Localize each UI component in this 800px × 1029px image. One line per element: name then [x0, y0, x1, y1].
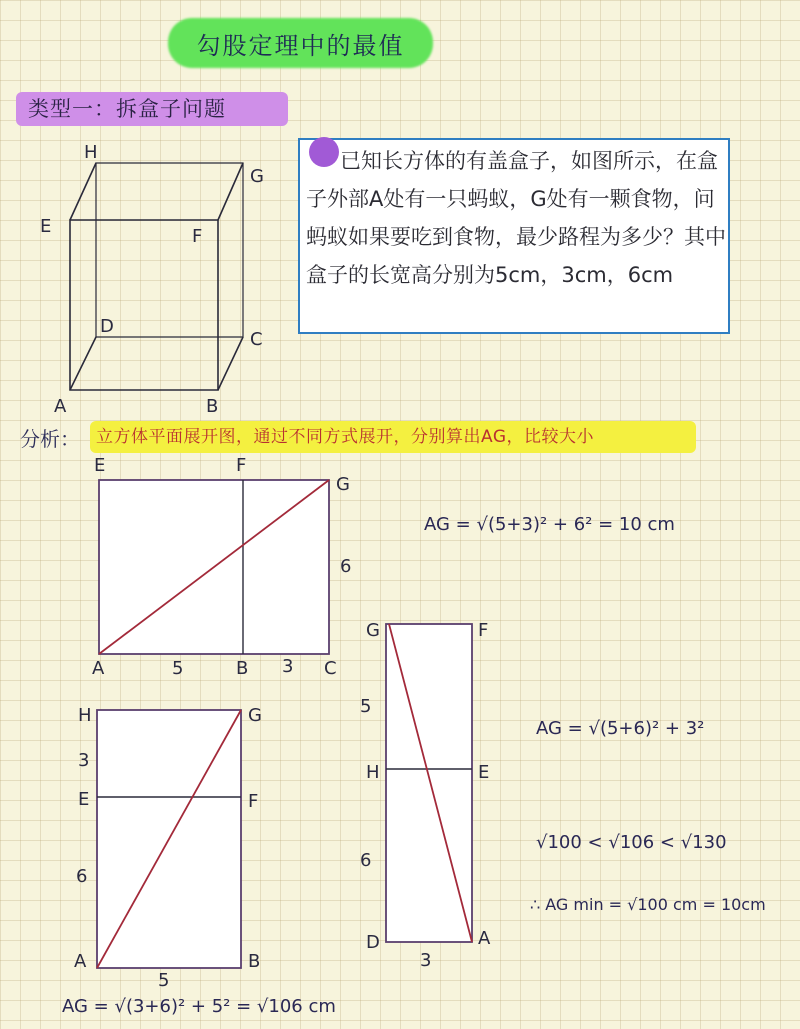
- net2-label-g: G: [248, 705, 262, 726]
- net2-label-h: H: [78, 705, 92, 726]
- box-label-g: G: [250, 166, 264, 187]
- net3-label-f: F: [478, 620, 489, 641]
- comparison-formula: √100 < √106 < √130: [536, 832, 727, 853]
- conclusion-formula: ∴ AG min = √100 cm = 10cm: [530, 895, 766, 914]
- net3-dim-hd: 6: [360, 850, 372, 871]
- net1-label-b: B: [236, 658, 249, 679]
- net1-label-e: E: [94, 455, 106, 476]
- net1-dim-ab: 5: [172, 658, 184, 679]
- type-title: 类型一：拆盒子问题: [28, 97, 226, 121]
- net2-diagram: [97, 710, 241, 968]
- net3-label-g: G: [366, 620, 380, 641]
- net2-dim-ab: 5: [158, 970, 170, 991]
- page-title: 勾股定理中的最值: [196, 31, 405, 60]
- net1-label-c: C: [324, 658, 337, 679]
- net3-label-h: H: [366, 762, 380, 783]
- analysis-label: 分析：: [20, 427, 80, 451]
- net3-dim-gh: 5: [360, 696, 372, 717]
- net3-dim-da: 3: [420, 950, 432, 971]
- net1-label-a: A: [92, 658, 105, 679]
- net2-label-f: F: [248, 791, 259, 812]
- net1-dim-height: 6: [340, 556, 352, 577]
- net3-diagram: [386, 624, 472, 942]
- net1-label-g: G: [336, 474, 350, 495]
- net2-label-e: E: [78, 789, 90, 810]
- net1-formula: AG = √(5+3)² + 6² = 10 cm: [424, 514, 675, 535]
- box-label-h: H: [84, 142, 98, 163]
- net3-label-a: A: [478, 928, 491, 949]
- net1-diagram: [99, 480, 329, 654]
- net1-dim-bc: 3: [282, 656, 294, 677]
- box-label-d: D: [100, 316, 114, 337]
- box-3d-diagram: [70, 163, 243, 390]
- box-label-b: B: [206, 396, 219, 417]
- net2-dim-he: 3: [78, 750, 90, 771]
- box-label-a: A: [54, 396, 67, 417]
- analysis-text: 立方体平面展开图，通过不同方式展开，分别算出AG，比较大小: [96, 427, 595, 447]
- box-label-f: F: [192, 226, 203, 247]
- net2-formula: AG = √(3+6)² + 5² = √106 cm: [62, 996, 336, 1017]
- box-label-c: C: [250, 329, 263, 350]
- net3-label-e: E: [478, 762, 490, 783]
- net2-label-a: A: [74, 951, 87, 972]
- net3-label-d: D: [366, 932, 380, 953]
- net3-formula: AG = √(5+6)² + 3²: [536, 718, 705, 739]
- problem-text: 已知长方体的有盖盒子，如图所示，在盒子外部A处有一只蚂蚁，G处有一颗食物，问蚂蚁如果要吃到食物，最少路程为多少？其中盒子的长宽高分别为5cm，3cm，6cm: [306, 149, 726, 287]
- net2-dim-ea: 6: [76, 866, 88, 887]
- box-label-e: E: [40, 216, 52, 237]
- net1-label-f: F: [236, 455, 247, 476]
- net2-label-b: B: [248, 951, 261, 972]
